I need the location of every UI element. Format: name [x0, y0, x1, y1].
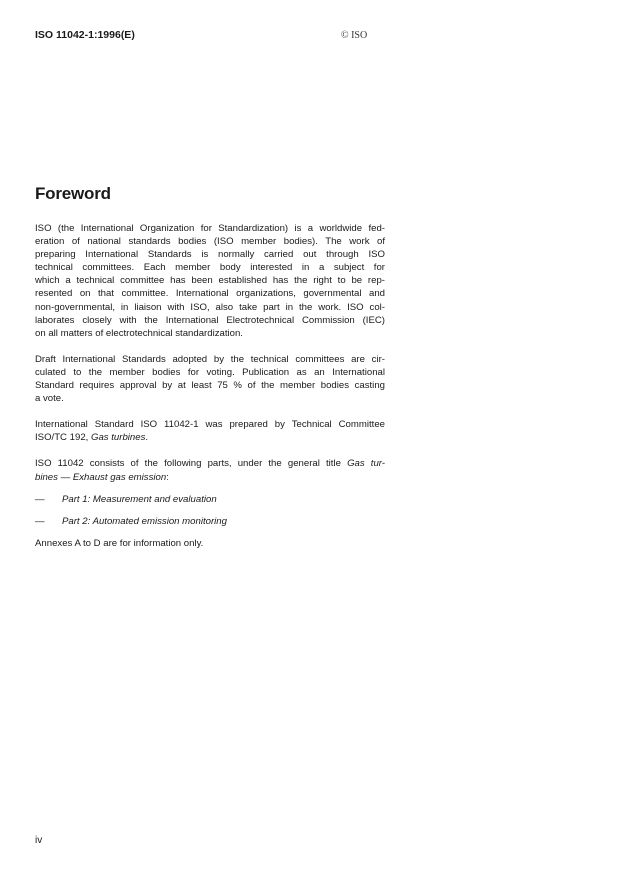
- list-item: [35, 515, 385, 528]
- text: ISO/TC 192,: [35, 432, 91, 444]
- text: :: [166, 471, 169, 483]
- text-line: a vote.: [35, 393, 64, 405]
- text-line: laborates closely with the International Electrotechnical Commission (IEC): [35, 314, 385, 326]
- part-label: Part 2: Automated emission monitoring: [62, 515, 227, 527]
- dash-bullet: —: [35, 515, 45, 527]
- text-line: on all matters of electrotechnical standardization.: [35, 327, 243, 339]
- text-line: non-governmental, in liaison with ISO, also take part in the work. ISO col-: [35, 301, 385, 313]
- dash-bullet: —: [35, 493, 45, 505]
- italic-text: Gas tur-: [347, 458, 386, 470]
- paragraph-iso-intro: [35, 222, 385, 340]
- text-line: [35, 431, 385, 444]
- page-number: iv: [35, 835, 43, 846]
- text: .: [145, 432, 149, 444]
- text-line: International Standard ISO 11042-1 was prepared by Technical Committee: [35, 419, 385, 431]
- annex-note: Annexes A to D are for information only.: [35, 537, 204, 549]
- text-line: eration of national standards bodies (ISO member bodies). The work of: [35, 236, 385, 248]
- text-line: ISO (the International Organization for Standardization) is a worldwide fed-: [35, 223, 385, 234]
- foreword-body: [35, 222, 385, 559]
- text-line: Standard requires approval by at least 75 % of the member bodies casting: [35, 380, 385, 392]
- text-line: which a technical committee has been established has the right to be rep-: [35, 275, 385, 287]
- italic-text: Gas turbines: [90, 432, 146, 444]
- copyright-mark: © ISO: [341, 30, 368, 41]
- text-line: [35, 471, 385, 484]
- paragraph-draft-standards: [35, 353, 385, 405]
- italic-text: bines — Exhaust gas emission: [35, 471, 167, 483]
- text: ISO 11042 consists of the following parts, under the general title: [35, 458, 348, 470]
- part-label: Part 1: Measurement and evaluation: [62, 493, 217, 505]
- text-line: resented on that committee. International organizations, governmental and: [35, 288, 385, 300]
- text-line: culated to the member bodies for voting. Publication as an International: [35, 366, 385, 378]
- text-line: Draft International Standards adopted by the technical committees are cir-: [35, 353, 385, 365]
- page-title: Foreword: [35, 184, 111, 203]
- text-line: preparing International Standards is normally carried out through ISO: [35, 249, 385, 261]
- text-line: technical committees. Each member body interested in a subject for: [35, 262, 385, 274]
- paragraph-parts: [35, 457, 385, 483]
- paragraph-prepared-by: [35, 418, 385, 444]
- document-id: ISO 11042-1:1996(E): [35, 29, 135, 41]
- list-item: [35, 493, 385, 506]
- text-line: [35, 457, 385, 470]
